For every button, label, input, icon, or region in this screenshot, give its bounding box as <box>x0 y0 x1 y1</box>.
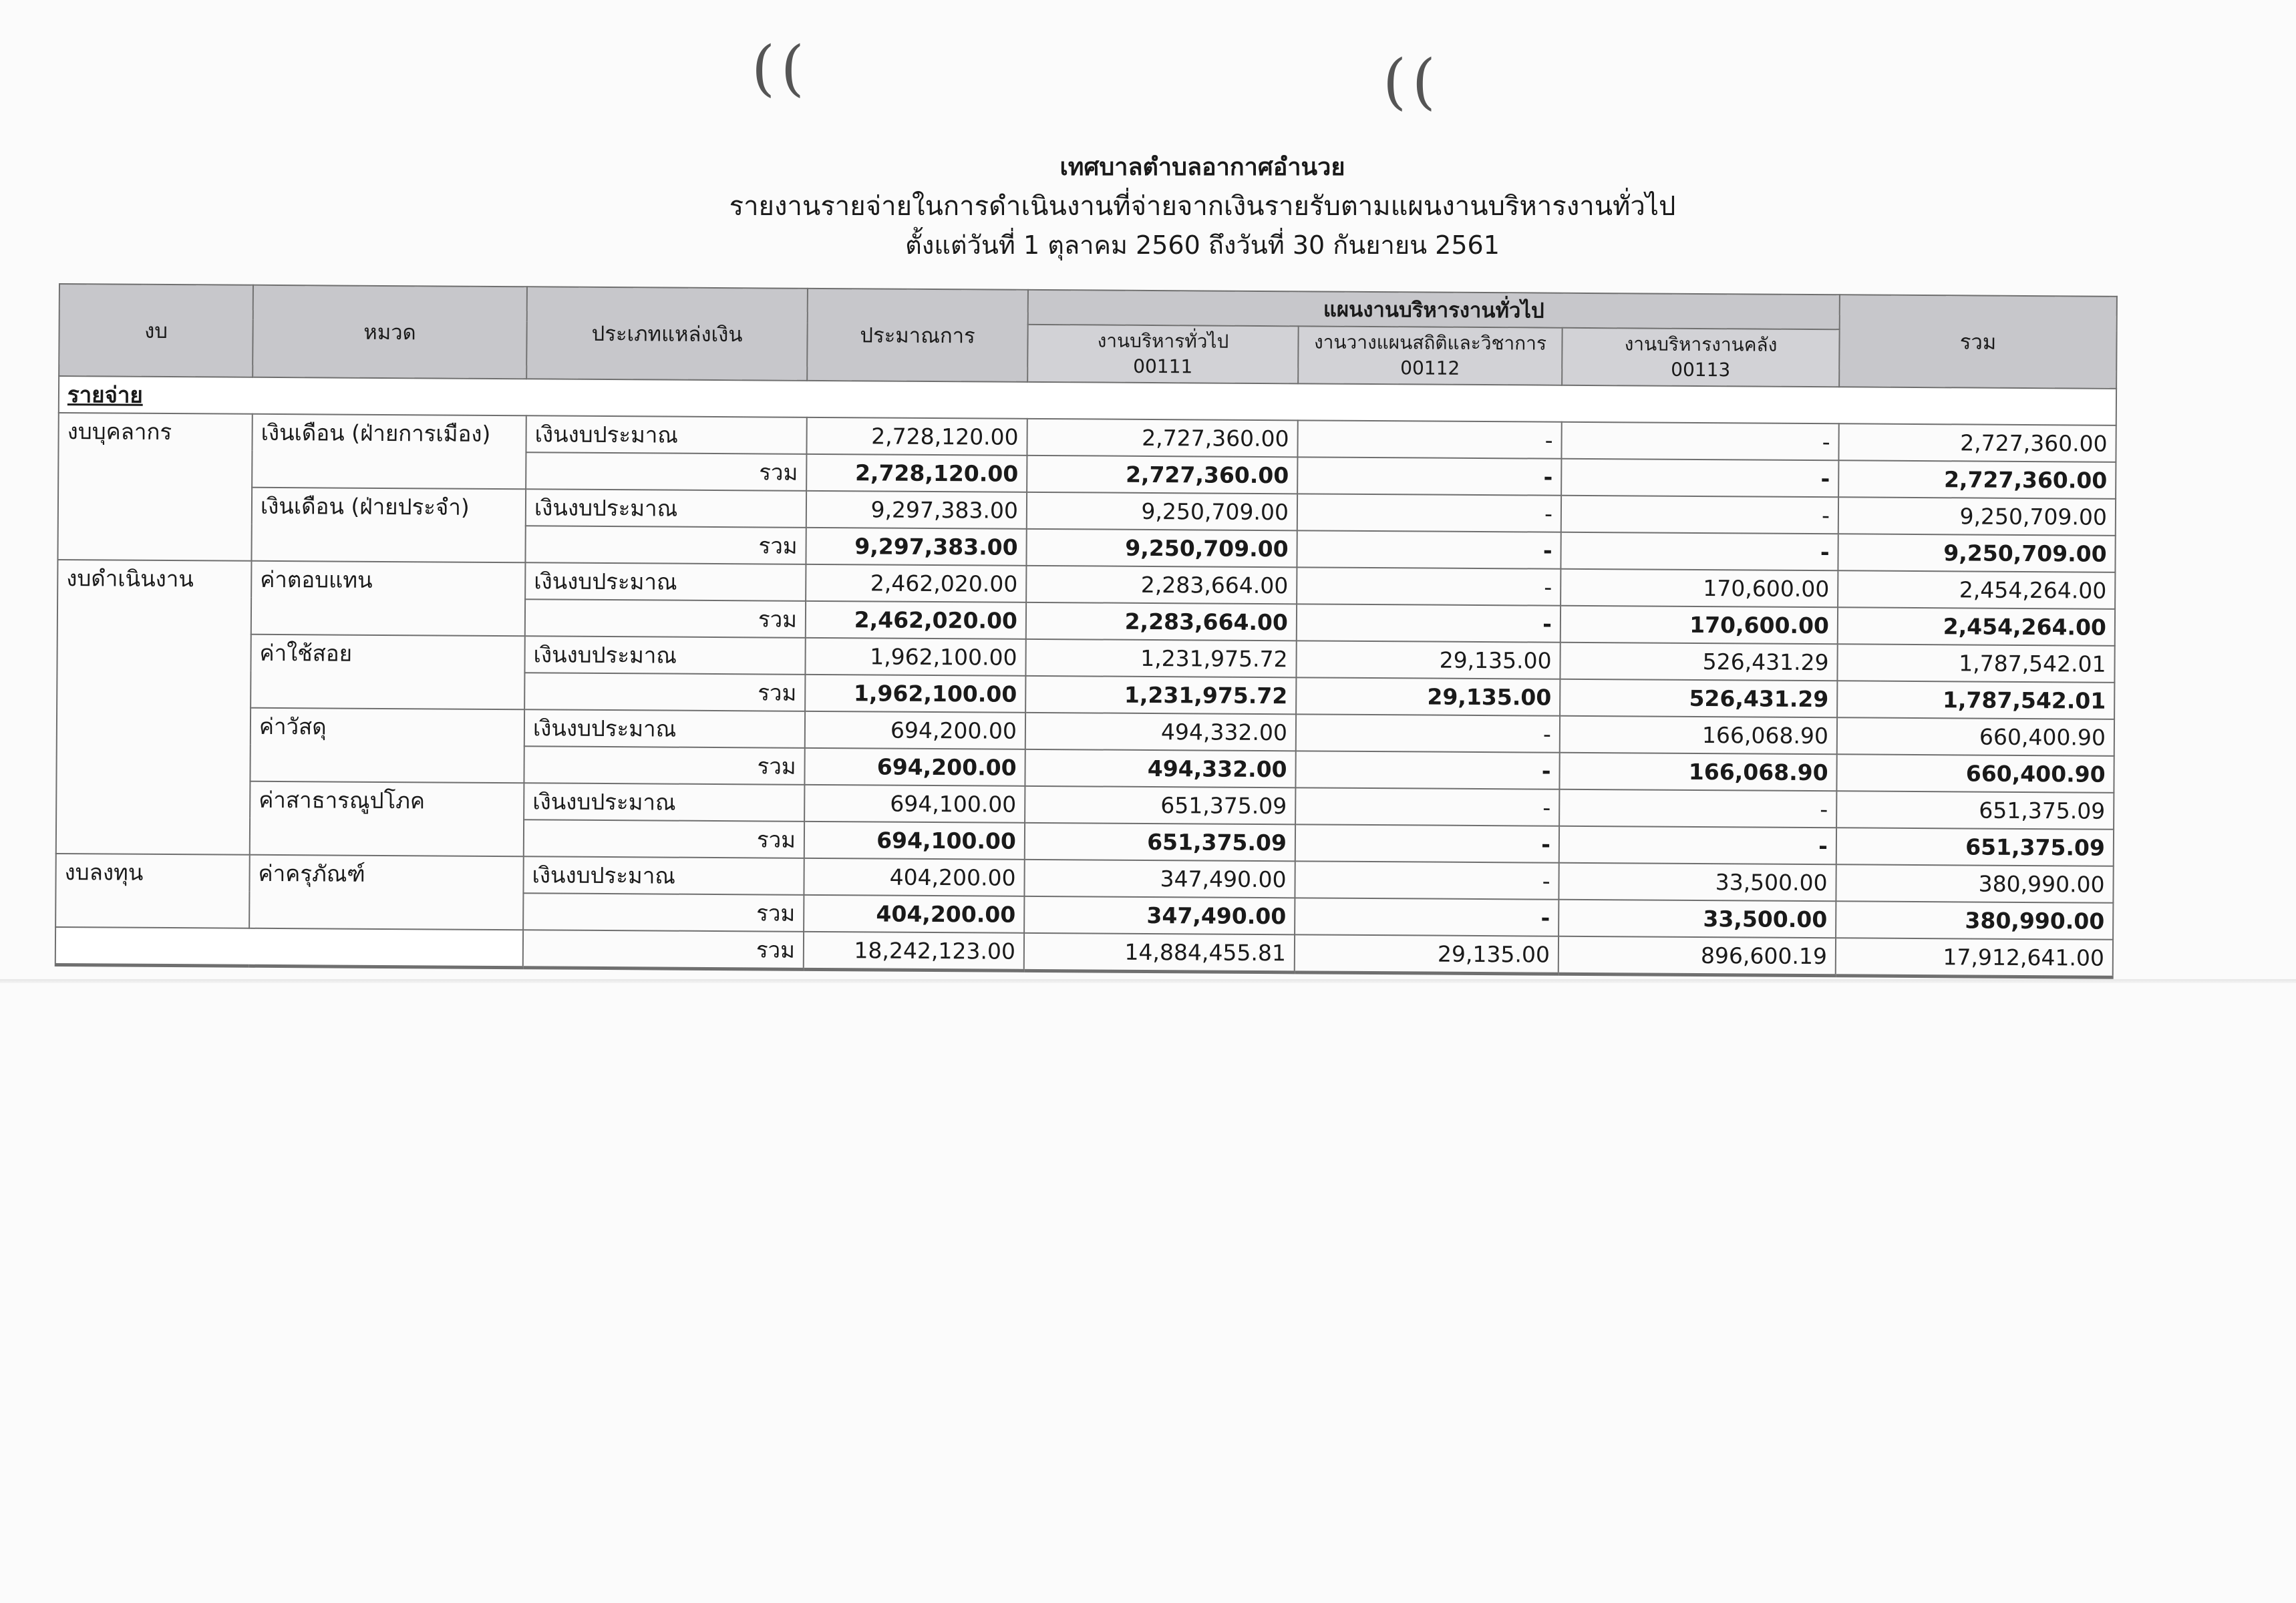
sub-col-name: งานวางแผนสถิติและวิชาการ <box>1313 331 1547 355</box>
estimate-cell: 2,728,120.00 <box>806 417 1027 456</box>
subtotal-label: รวม <box>524 746 804 785</box>
col-header-category: หมวด <box>253 285 527 379</box>
col-header-sub-2 <box>1298 326 1563 385</box>
page-fold-line <box>0 979 2296 983</box>
category-cell: ค่าสาธารณูปโภค <box>250 781 524 857</box>
c3-cell: - <box>1561 422 1838 461</box>
col-header-budget: งบ <box>59 284 253 377</box>
c3-cell: 166,068.90 <box>1559 753 1836 791</box>
fund-cell: เงินงบประมาณ <box>524 783 804 822</box>
category-cell: ค่าใช้สอย <box>251 635 525 710</box>
budget-cell: งบบุคลากร <box>57 413 252 561</box>
c1-cell: 9,250,709.00 <box>1027 492 1297 530</box>
category-cell: ค่าครุภัณฑ์ <box>249 855 524 930</box>
c1-cell: 651,375.09 <box>1025 786 1295 824</box>
estimate-cell: 404,200.00 <box>804 895 1024 933</box>
c2-cell: - <box>1295 861 1559 899</box>
total-cell: 9,250,709.00 <box>1838 497 2116 536</box>
scan-hole-mark-left: ( ( <box>752 33 798 104</box>
c3-cell: - <box>1559 789 1836 828</box>
total-cell: 651,375.09 <box>1836 791 2114 830</box>
estimate-cell: 694,200.00 <box>804 748 1025 786</box>
c3-cell: 896,600.19 <box>1559 936 1836 976</box>
estimate-cell: 9,297,383.00 <box>806 491 1027 529</box>
c2-cell: - <box>1297 494 1561 532</box>
budget-cell: งบลงทุน <box>55 854 250 928</box>
section-label: รายจ่าย <box>59 376 2116 425</box>
c1-cell: 9,250,709.00 <box>1026 529 1297 567</box>
c3-cell: 170,600.00 <box>1561 606 1838 645</box>
subtotal-label: รวม <box>524 820 804 858</box>
c1-cell: 2,283,664.00 <box>1026 602 1297 641</box>
c2-cell: - <box>1297 567 1561 605</box>
col-header-sub-1 <box>1027 325 1299 383</box>
sub-col-code: 00111 <box>1133 355 1193 378</box>
c2-cell: - <box>1297 530 1561 568</box>
c1-cell: 2,727,360.00 <box>1027 456 1297 494</box>
c3-cell: 526,431.29 <box>1560 679 1837 718</box>
c2-cell: 29,135.00 <box>1296 677 1560 715</box>
total-cell: 1,787,542.01 <box>1837 681 2114 719</box>
c1-cell: 494,332.00 <box>1025 749 1295 787</box>
total-cell: 380,990.00 <box>1836 901 2113 940</box>
total-cell: 651,375.09 <box>1836 828 2114 866</box>
c2-cell: - <box>1296 714 1560 752</box>
total-cell: 660,400.90 <box>1837 717 2114 756</box>
estimate-cell: 2,462,020.00 <box>806 564 1026 602</box>
c3-cell: 33,500.00 <box>1559 900 1836 938</box>
total-cell: 2,454,264.00 <box>1838 570 2115 609</box>
estimate-cell: 1,962,100.00 <box>805 675 1025 713</box>
subtotal-label: รวม <box>525 599 806 638</box>
budget-cell: งบดำเนินงาน <box>56 560 252 855</box>
fund-cell: เงินงบประมาณ <box>526 489 806 528</box>
c1-cell: 2,727,360.00 <box>1027 419 1297 457</box>
sub-col-name: งานบริหารทั่วไป <box>1097 329 1229 353</box>
sub-col-name: งานบริหารงานคลัง <box>1624 333 1778 356</box>
report-header <box>0 148 2296 264</box>
category-cell: เงินเดือน (ฝ่ายประจำ) <box>251 488 526 563</box>
c2-cell: 29,135.00 <box>1295 934 1559 974</box>
total-cell: 17,912,641.00 <box>1836 938 2113 977</box>
c3-cell: - <box>1559 826 1836 865</box>
c2-cell: - <box>1297 457 1561 495</box>
c1-cell: 651,375.09 <box>1025 823 1295 861</box>
subtotal-label: รวม <box>526 452 806 491</box>
grand-total-blank <box>55 927 523 968</box>
report-subtitle: รายงานรายจ่ายในการดำเนินงานที่จ่ายจากเงินรายรับตามแผนงานบริหารงานทั่วไป <box>729 191 1676 222</box>
c1-cell: 494,332.00 <box>1025 713 1296 751</box>
col-header-plan-group: แผนงานบริหารงานทั่วไป <box>1028 290 1840 329</box>
c2-cell: - <box>1297 604 1561 642</box>
c1-cell: 14,884,455.81 <box>1024 933 1295 972</box>
c3-cell: 166,068.90 <box>1560 716 1837 755</box>
estimate-cell: 18,242,123.00 <box>804 932 1024 971</box>
estimate-cell: 9,297,383.00 <box>806 528 1026 566</box>
estimate-cell: 2,462,020.00 <box>806 601 1026 639</box>
estimate-cell: 1,962,100.00 <box>805 638 1025 676</box>
subtotal-label: รวม <box>524 673 805 711</box>
fund-cell: เงินงบประมาณ <box>524 709 805 748</box>
c2-cell: - <box>1295 824 1559 862</box>
category-cell: เงินเดือน (ฝ่ายการเมือง) <box>252 414 526 490</box>
report-period: ตั้งแต่วันที่ 1 ตุลาคม 2560 ถึงวันที่ 30 กันยายน 2561 <box>905 230 1500 260</box>
fund-cell: เงินงบประมาณ <box>523 856 804 895</box>
c1-cell: 2,283,664.00 <box>1026 566 1297 604</box>
c3-cell: - <box>1561 496 1838 534</box>
sub-col-code: 00113 <box>1671 358 1731 381</box>
c2-cell: 29,135.00 <box>1296 641 1560 679</box>
fund-cell: เงินงบประมาณ <box>524 636 805 675</box>
category-cell: ค่าวัสดุ <box>250 708 524 783</box>
total-cell: 2,727,360.00 <box>1838 460 2116 499</box>
grand-total-label: รวม <box>523 930 804 969</box>
expenditure-table <box>55 283 2118 979</box>
c1-cell: 347,490.00 <box>1024 896 1295 934</box>
expenditure-table-container <box>55 283 2116 979</box>
c3-cell: - <box>1561 459 1838 498</box>
col-header-total: รวม <box>1839 295 2117 389</box>
subtotal-label: รวม <box>525 526 806 564</box>
estimate-cell: 2,728,120.00 <box>806 454 1027 492</box>
estimate-cell: 694,100.00 <box>804 785 1025 823</box>
col-header-estimate: ประมาณการ <box>807 289 1028 382</box>
estimate-cell: 404,200.00 <box>804 858 1024 896</box>
total-cell: 2,454,264.00 <box>1838 607 2115 646</box>
c2-cell: - <box>1295 898 1559 936</box>
c2-cell: - <box>1295 751 1559 789</box>
estimate-cell: 694,200.00 <box>805 711 1025 749</box>
category-cell: ค่าตอบแทน <box>251 561 526 637</box>
c3-cell: - <box>1561 532 1838 571</box>
col-header-fund-type: ประเภทแหล่งเงิน <box>526 287 808 381</box>
fund-cell: เงินงบประมาณ <box>525 562 806 601</box>
org-name: เทศบาลตำบลอากาศอำนวย <box>1059 154 1345 181</box>
total-cell: 660,400.90 <box>1836 754 2114 793</box>
scan-hole-mark-right: ( ( <box>1383 47 1429 117</box>
subtotal-label: รวม <box>523 893 804 932</box>
c3-cell: 170,600.00 <box>1561 569 1838 608</box>
total-cell: 380,990.00 <box>1836 864 2113 903</box>
col-header-sub-3 <box>1562 328 1840 387</box>
c1-cell: 347,490.00 <box>1024 860 1295 898</box>
estimate-cell: 694,100.00 <box>804 822 1025 860</box>
total-cell: 9,250,709.00 <box>1838 534 2115 572</box>
total-cell: 1,787,542.01 <box>1837 644 2114 683</box>
c1-cell: 1,231,975.72 <box>1025 676 1296 714</box>
c2-cell: - <box>1295 787 1559 826</box>
c3-cell: 526,431.29 <box>1560 643 1837 681</box>
c2-cell: - <box>1297 420 1561 458</box>
total-cell: 2,727,360.00 <box>1838 423 2116 462</box>
c3-cell: 33,500.00 <box>1559 863 1836 902</box>
c1-cell: 1,231,975.72 <box>1025 639 1296 677</box>
sub-col-code: 00112 <box>1400 357 1460 379</box>
fund-cell: เงินงบประมาณ <box>526 415 806 454</box>
